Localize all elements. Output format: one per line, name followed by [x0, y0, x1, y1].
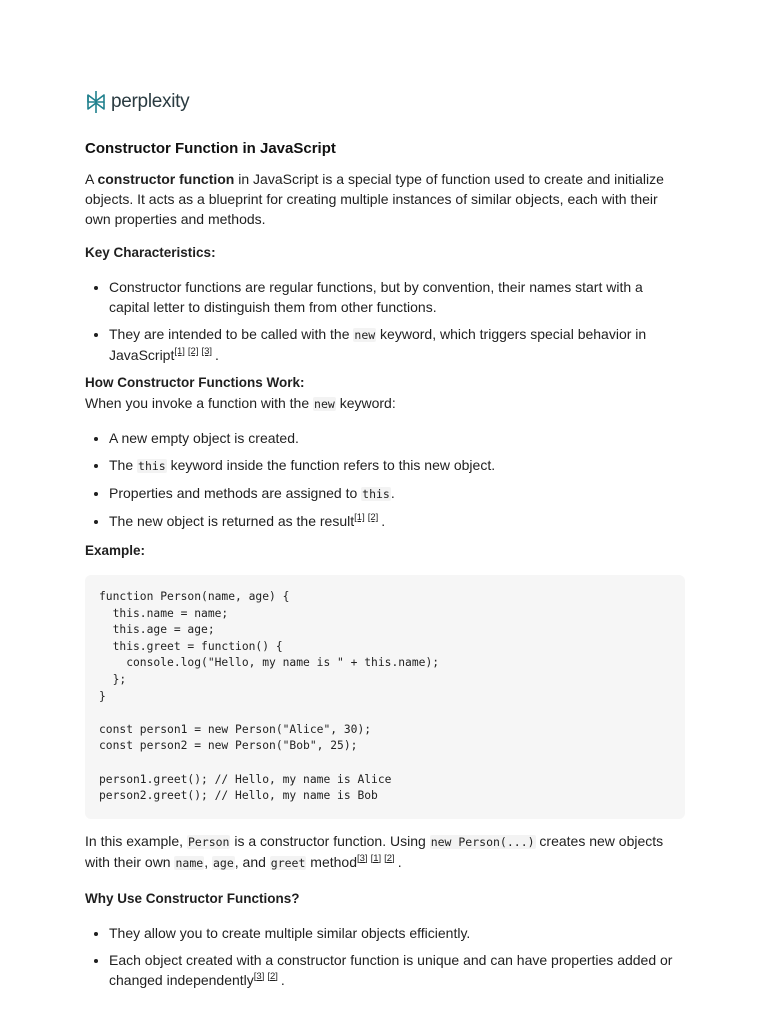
- inline-code: greet: [270, 855, 306, 870]
- key-characteristics-list: [85, 277, 685, 365]
- how-it-works-lead: When you invoke a function with the new keyword:: [85, 395, 396, 411]
- inline-code: age: [212, 855, 234, 870]
- example-explanation: In this example, Person is a constructor function. Using new Person(...) creates new objects with their own name, age, and greet method[3] [1] [2] .: [85, 832, 664, 870]
- citation-link[interactable]: [2]: [384, 852, 395, 864]
- citations[interactable]: [354, 512, 381, 523]
- list-item: • The this keyword inside the function refers to this new object.: [109, 455, 685, 476]
- list-item: • The new object is returned as the result[1] [2] .: [109, 511, 685, 531]
- inline-code: Person: [187, 834, 230, 849]
- intro-bold-term: constructor function: [97, 171, 235, 187]
- intro-paragraph: A constructor function in JavaScript is a special type of function used to create and initialize objects. It acts as a blueprint for creating multiple instances of similar objects, each with their own properties and methods.: [85, 171, 664, 227]
- citation-link[interactable]: [3]: [357, 852, 368, 864]
- inline-code: new Person(...): [430, 834, 535, 849]
- citation-link[interactable]: [1]: [354, 512, 365, 523]
- list-item: • Constructor functions are regular functions, but by convention, their names start with a capital letter to distinguish them from other functions.: [109, 277, 685, 317]
- citation-link[interactable]: [3]: [253, 970, 265, 982]
- code-block[interactable]: [85, 575, 685, 819]
- citation-link[interactable]: [1]: [174, 346, 185, 357]
- citation-link[interactable]: [2]: [267, 970, 278, 982]
- logo-text: perplexity: [111, 91, 190, 112]
- code-text[interactable]: function Person(name, age) { this.name = name; this.age = age; this.greet = function() { console.log("Hello, my name is " + this.name); }; } const person1 = new Person("Alice", 30); const person2 = new Person("Bob", 25); person1.greet(); // Hello, my name is Alice person2.greet(); // Hello, my name is Bob: [99, 590, 440, 803]
- doc-title: Constructor Function in JavaScript: [85, 140, 336, 157]
- perplexity-logo[interactable]: [85, 90, 189, 114]
- inline-code: new: [354, 328, 376, 342]
- citations[interactable]: [254, 971, 281, 982]
- citation-link[interactable]: [3]: [201, 346, 213, 357]
- inline-code: name: [175, 855, 204, 870]
- citation-link[interactable]: [1]: [370, 852, 382, 864]
- citation-link[interactable]: [2]: [367, 512, 379, 523]
- list-item: • They are intended to be called with the new keyword, which triggers special behavior in JavaScript[1] [2] [3] .: [109, 324, 685, 365]
- inline-code: this: [138, 459, 166, 473]
- list-item: • A new empty object is created.: [109, 428, 685, 448]
- key-characteristics-heading: Key Characteristics:: [85, 245, 216, 260]
- answer-content: [85, 139, 685, 990]
- why-use-heading: Why Use Constructor Functions?: [85, 890, 300, 906]
- why-use-list: [85, 923, 685, 990]
- citations[interactable]: [174, 346, 215, 357]
- inline-code: new: [314, 397, 335, 411]
- list-item: • Each object created with a constructor function is unique and can have properties added or changed independently[3] [2] .: [109, 950, 685, 990]
- perplexity-logo-icon: [85, 90, 107, 114]
- inline-code: this: [362, 487, 390, 501]
- citations[interactable]: [357, 853, 398, 864]
- list-item: • They allow you to create multiple similar objects efficiently.: [109, 923, 685, 943]
- example-heading: Example:: [85, 543, 146, 558]
- citation-link[interactable]: [2]: [187, 346, 199, 357]
- how-it-works-list: [85, 428, 685, 531]
- list-item: • Properties and methods are assigned to this.: [109, 483, 685, 504]
- how-it-works-heading: How Constructor Functions Work:: [85, 375, 305, 390]
